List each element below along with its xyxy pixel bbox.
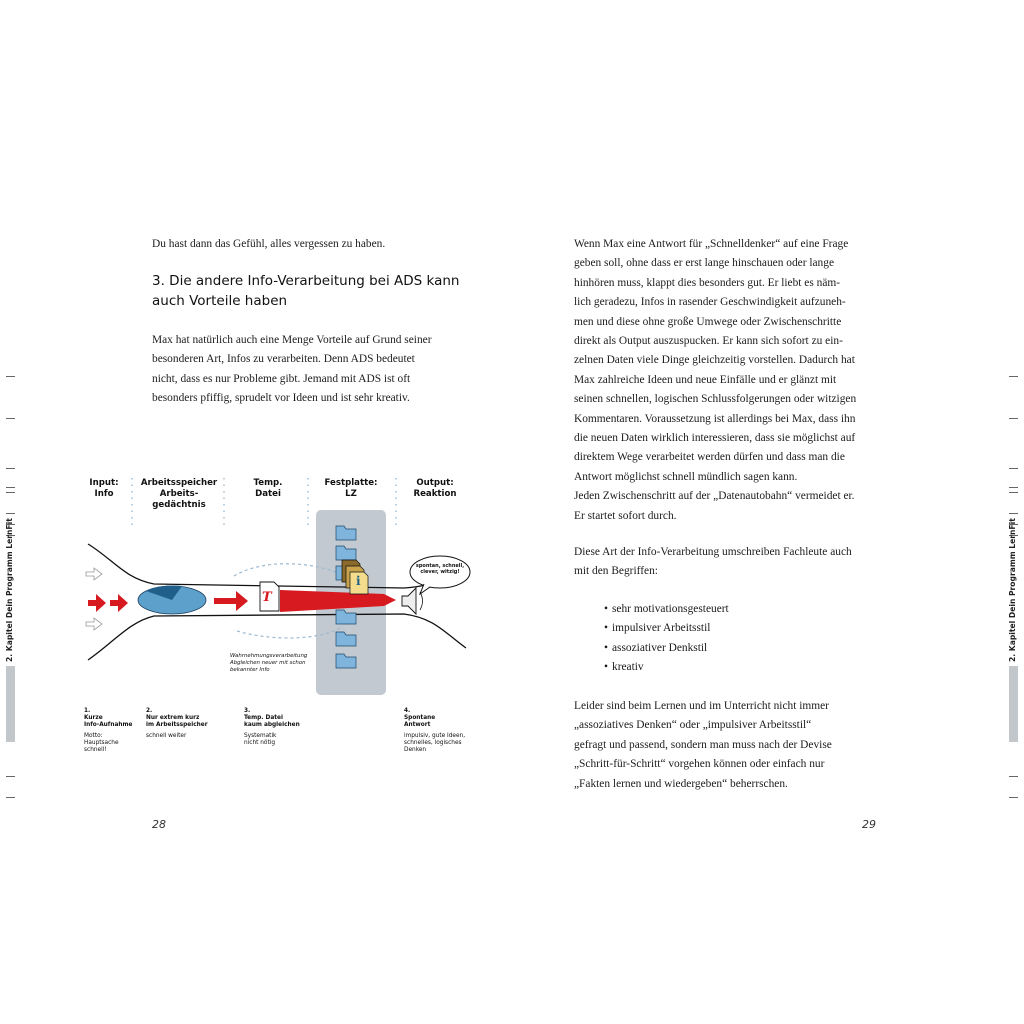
input-arrow-red [88, 594, 106, 612]
chapter-side-label: 2. Kapitel Dein Programm LernFit [5, 518, 14, 662]
chapter-marker-bar [1009, 666, 1018, 742]
intro-line: Du hast dann das Gefühl, alles vergessen zu haben. [152, 238, 386, 250]
edge-mark [1009, 797, 1018, 798]
input-arrow-outline [86, 618, 102, 630]
input-arrow-red [110, 594, 128, 612]
temp-file-letter: T [262, 590, 272, 605]
edge-mark [1009, 513, 1018, 514]
info-letter: i [356, 574, 361, 588]
info-processing-diagram [84, 470, 484, 770]
edge-mark [1009, 492, 1018, 493]
right-paragraph-3: Leider sind beim Lernen und im Unterricht nicht immer „assoziatives Denken“ oder „impulsiver Arbeitsstil“ gefragt und passend, sondern man muss nach der Devise „Schritt-für-Schritt“ vorgehen können oder einfach nur „Fakten lernen und wiedergeben“ beherrschen. [574, 700, 832, 790]
section-heading: 3. Die andere Info-Verarbeitung bei ADS kann auch Vorteile haben [152, 273, 460, 309]
step-1: 1. Kurze Info-Aufnahme Motto: Hauptsache schnell! [84, 708, 133, 753]
column-header-working-memory: Arbeitsspeicher Arbeits- gedächtnis [140, 478, 218, 510]
sound-wave [420, 592, 423, 610]
input-arrow-outline [86, 568, 102, 580]
chapter-marker-bar [6, 666, 15, 742]
step-2: 2. Nur extrem kurz im Arbeitsspeicher schnell weiter [146, 708, 208, 739]
edge-mark [6, 376, 15, 377]
perception-note: Wahrnehmungsverarbeitung Abgleichen neuer mit schon bekannter Info [230, 653, 308, 673]
list-item: • assoziativer Denkstil [604, 639, 729, 658]
list-item: • sehr motivationsgesteuert [604, 600, 729, 619]
speaker-icon [402, 588, 416, 614]
edge-mark [1009, 776, 1018, 777]
edge-mark [6, 418, 15, 419]
edge-mark [1009, 487, 1018, 488]
edge-mark [1009, 418, 1018, 419]
bullet-list [604, 600, 729, 678]
column-header-output: Output: Reaktion [413, 478, 457, 499]
step-3: 3. Temp. Datei kaum abgleichen Systematik nicht nötig [244, 708, 300, 746]
edge-mark [6, 468, 15, 469]
edge-mark [6, 513, 15, 514]
edge-mark [6, 776, 15, 777]
chapter-side-label: 2. Kapitel Dein Programm LernFit [1008, 518, 1017, 662]
edge-mark [1009, 468, 1018, 469]
channel-top-line [88, 544, 464, 588]
step-4: 4. Spontane Antwort impulsiv, gute Ideen, schnelles, logisches Denken [404, 708, 466, 753]
column-header-temp-file: Temp. Datei [253, 478, 283, 499]
list-item: • impulsiver Arbeitsstil [604, 619, 729, 638]
edge-mark [6, 487, 15, 488]
right-paragraph-1: Wenn Max eine Antwort für „Schnelldenker“ auf eine Frage geben soll, ohne dass er erst lange hinschauen oder lange hinhören muss, klappt dies besonders gut. Er liebt es näm- lich geradezu, Infos in rasender Geschwindigkeit aufzuneh- men und diese ohne große Umwege oder Zwischenschritte direkt als Output auszuspucken. Er kann sich sofort zu ein- zelnen Daten viele Dinge gleichzeitig vorstellen. Dadurch hat Max zahlreiche Ideen und neue Einfälle und er glänzt mit seinen schnellen, logischen Schlussfolgerungen oder witzigen Kommentaren. Voraussetzung ist allerdings bei Max, dass ihn die neuen Daten wirklich interessieren, dass sie möglichst auf direktem Wege verarbeitet werden dürfen und dass man die Antwort möglichst schnell mündlich sagen kann. Jeden Zwischenschritt auf der „Datenautobahn“ vermeidet er. Er startet sofort durch. [574, 238, 857, 522]
edge-mark [1009, 376, 1018, 377]
edge-mark [6, 492, 15, 493]
arrow-to-temp-file [214, 591, 248, 611]
column-header-hard-disk: Festplatte: LZ [324, 478, 378, 499]
speech-bubble-text: spontan, schnell, clever, witzig! [415, 563, 465, 576]
right-paragraph-2: Diese Art der Info-Verarbeitung umschreiben Fachleute auch mit den Begriffen: [574, 546, 852, 578]
edge-mark [6, 797, 15, 798]
column-header-input: Input: Info [89, 478, 119, 499]
list-item: • kreativ [604, 658, 729, 677]
page-number-left: 28 [152, 818, 166, 831]
page-number-right: 29 [862, 818, 876, 831]
left-paragraph: Max hat natürlich auch eine Menge Vorteile auf Grund seiner besonderen Art, Infos zu verarbeiten. Denn ADS bedeutet nicht, dass es nur Probleme gibt. Jemand mit ADS ist oft besonders pfiffig, sprudelt vor Ideen und ist sehr kreativ. [152, 334, 432, 405]
